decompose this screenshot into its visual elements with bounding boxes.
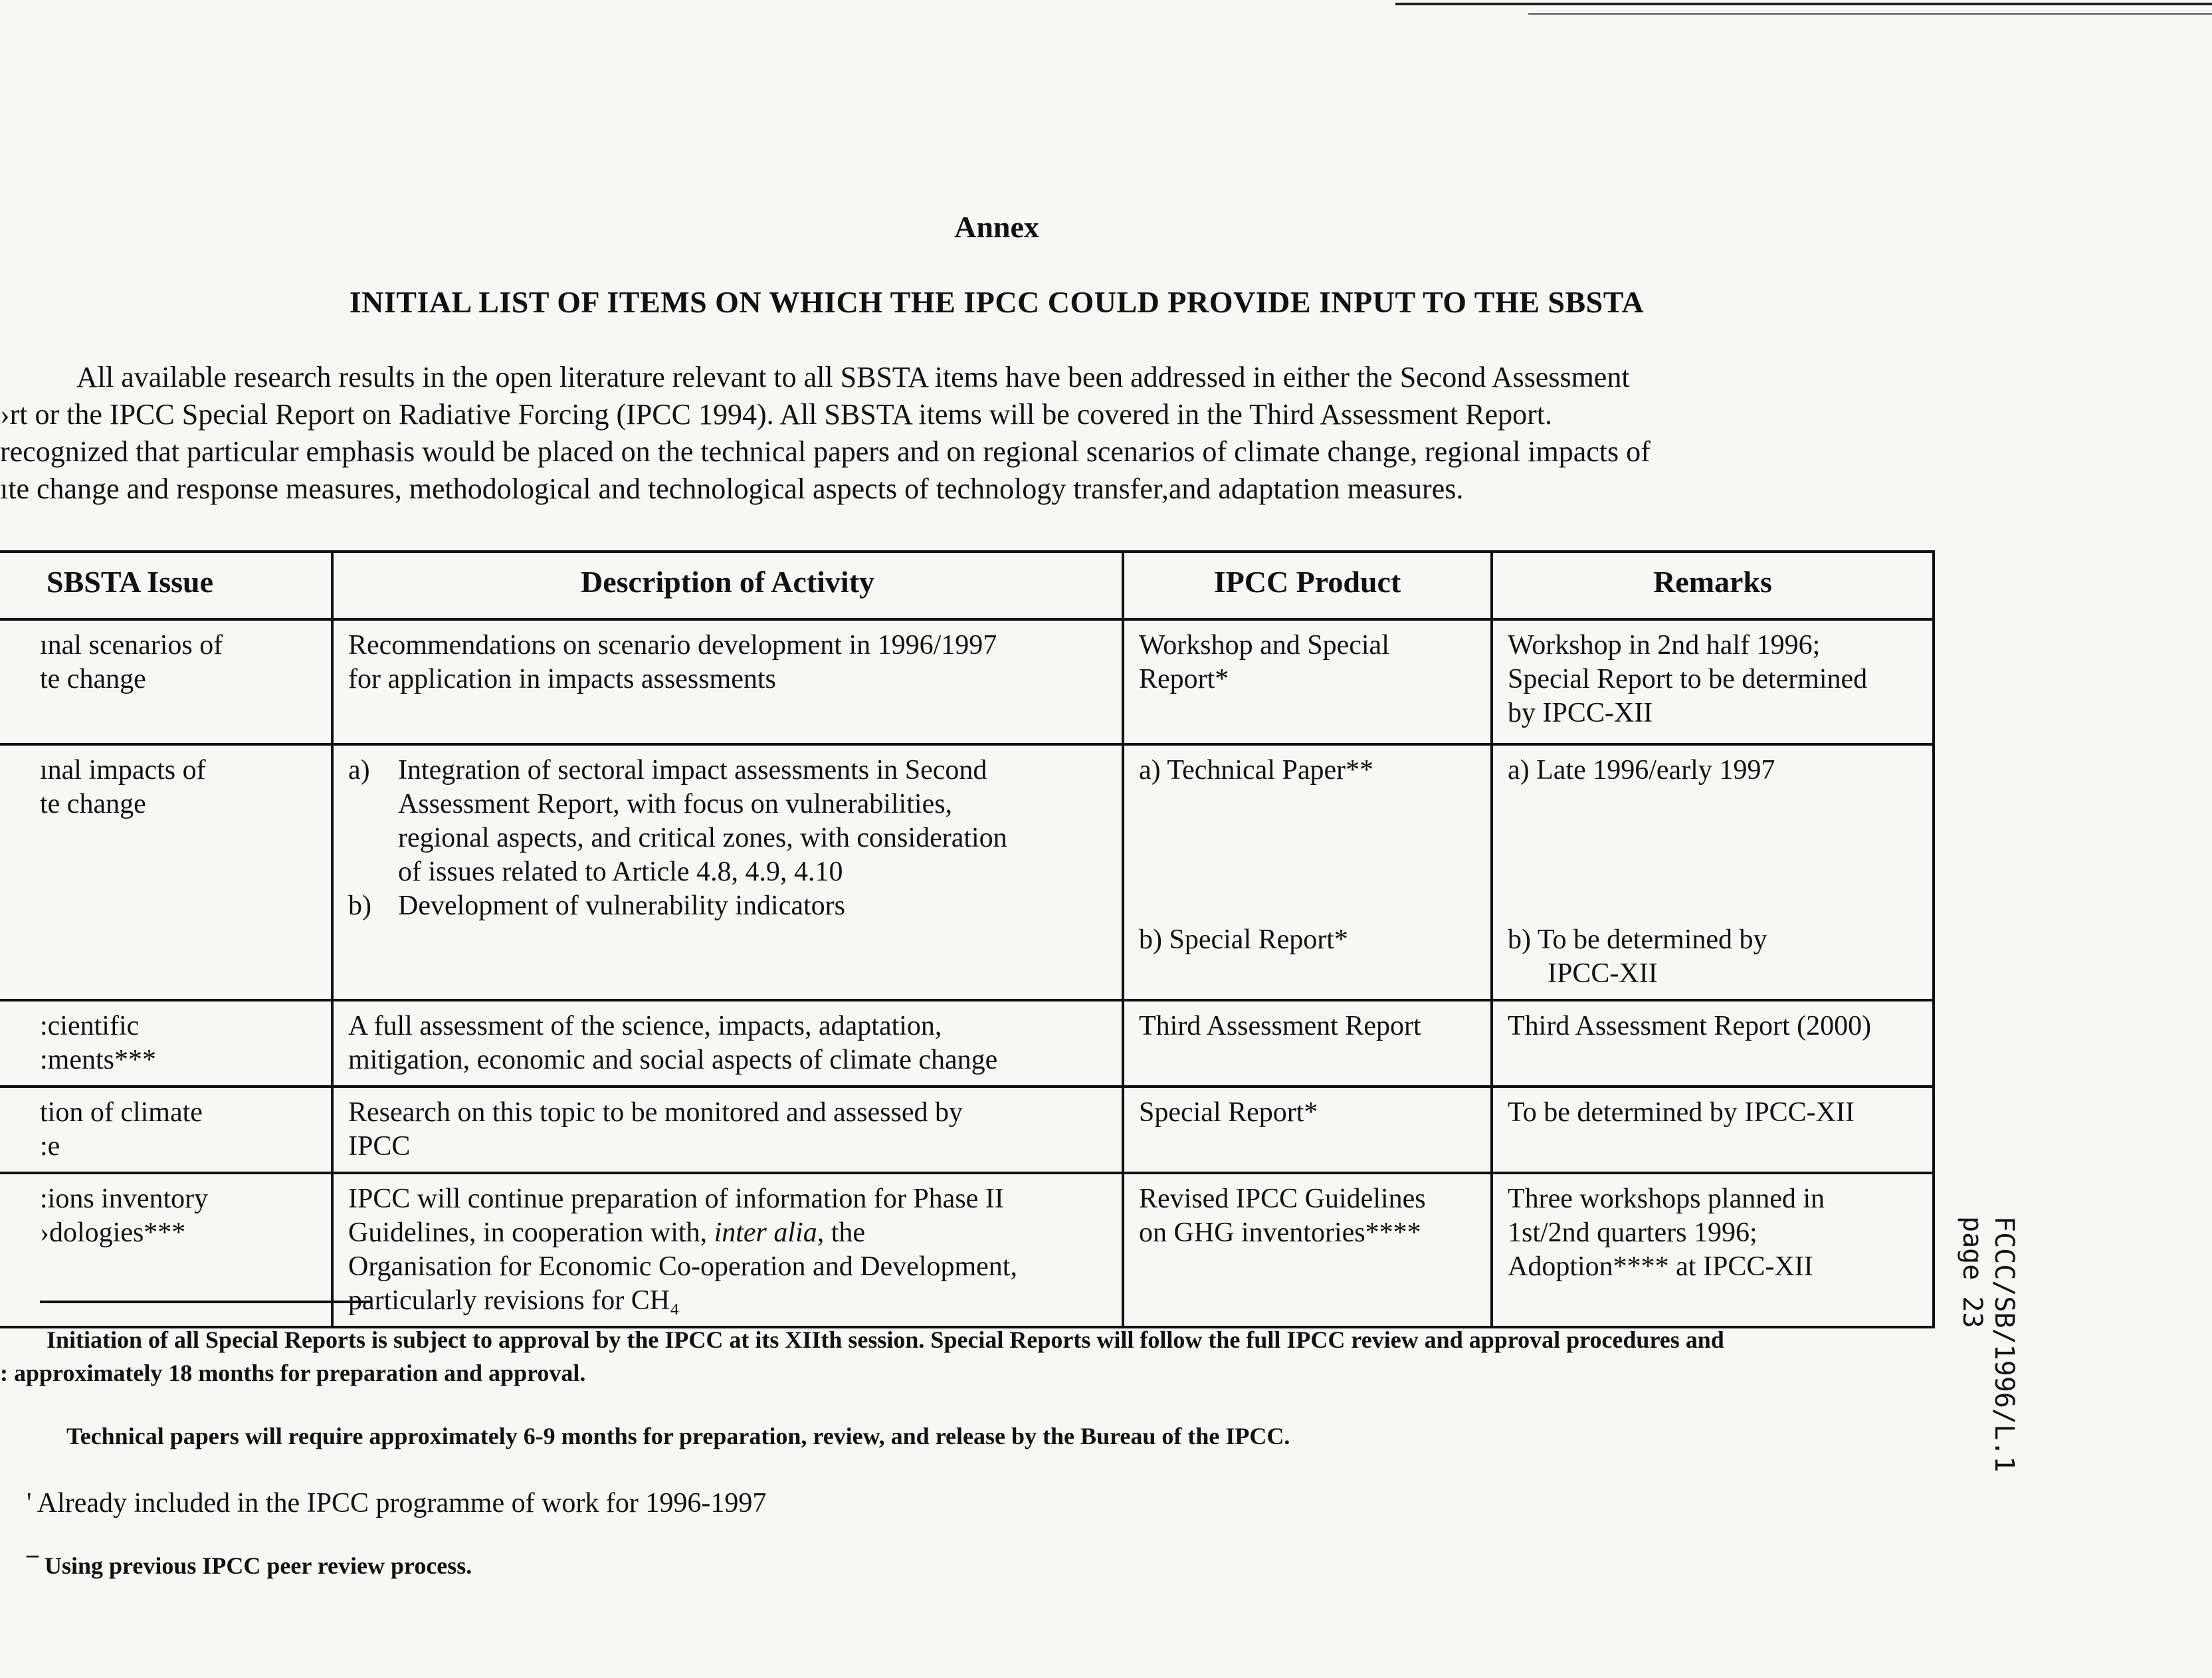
table-row [0, 744, 1934, 1000]
top-edge-line [1395, 3, 2212, 5]
document-reference [1956, 1216, 2020, 1472]
cell-description [332, 744, 1123, 1000]
column-header-description: Description of Activity [332, 552, 1123, 619]
cell-product: a) Technical Paper** b) Special Report* [1123, 744, 1492, 1000]
items-table [0, 550, 1935, 1328]
column-header-ipcc-product: IPCC Product [1123, 552, 1492, 619]
cell-product: Third Assessment Report [1123, 1000, 1492, 1087]
list-item: a) Integration of sectoral impact assessments in Second Assessment Report, with focus on vulnerabilities, regional aspects, and critical zones, with consideration of issues related to Article 4.8, 4.9, 4.10 [348, 755, 1007, 887]
cell-remarks: Workshop in 2nd half 1996; Special Report to be determined by IPCC-XII [1492, 619, 1934, 744]
intro-paragraph [0, 359, 2027, 508]
cell-remarks: To be determined by IPCC-XII [1492, 1087, 1934, 1173]
cell-product: Special Report* [1123, 1087, 1492, 1173]
list-item: b) Development of vulnerability indicators [348, 891, 845, 921]
column-header-remarks: Remarks [1492, 552, 1934, 619]
cell-product: Revised IPCC Guidelines on GHG inventories**** [1123, 1173, 1492, 1327]
intro-line: ıte change and response measures, methodological and technological aspects of technology transfer,and adaptation measures. [0, 472, 1464, 505]
cell-description: Research on this topic to be monitored and assessed by IPCC [332, 1087, 1123, 1173]
footnote-1-line-1: Initiation of all Special Reports is subject to approval by the IPCC at its XIIth session. Special Reports will follow the full IPCC review and approval procedures and [47, 1326, 1724, 1353]
footnote-divider [40, 1301, 372, 1303]
intro-line: ›rt or the IPCC Special Report on Radiative Forcing (IPCC 1994). All SBSTA items will be covered in the Third Assessment Report. [0, 398, 1552, 431]
intro-line: All available research results in the open literature relevant to all SBSTA items have been addressed in either the Second Assessment [76, 361, 1630, 393]
cell-remarks: Three workshops planned in 1st/2nd quarters 1996; Adoption**** at IPCC-XII [1492, 1173, 1934, 1327]
page-title: INITIAL LIST OF ITEMS ON WHICH THE IPCC COULD PROVIDE INPUT TO THE SBSTA [349, 285, 1645, 319]
document-id: FCCC/SB/1996/L.1 [1989, 1216, 2019, 1473]
cell-remarks: Third Assessment Report (2000) [1492, 1000, 1934, 1087]
footnote-1-line-2: : approximately 18 months for preparation and approval. [0, 1360, 586, 1386]
cell-issue: :ions inventory ›dologies*** [0, 1173, 332, 1327]
cell-product: Workshop and Special Report* [1123, 619, 1492, 744]
cell-description: IPCC will continue preparation of information for Phase II Guidelines, in cooperation with, inter alia, the Organisation for Economic Co-operation and Development, particularly revisions for CH₄ [332, 1173, 1123, 1327]
cell-issue: :cientific :ments*** [0, 1000, 332, 1087]
cell-description: Recommendations on scenario development in 1996/1997 for application in impacts assessments [332, 619, 1123, 744]
cell-remarks: a) Late 1996/early 1997 b) To be determined by IPCC-XII [1492, 744, 1934, 1000]
annex-heading: Annex [954, 210, 1039, 244]
footnote-2: Technical papers will require approximately 6-9 months for preparation, review, and release by the Bureau of the IPCC. [66, 1423, 1290, 1449]
page-number: page 23 [1957, 1216, 1987, 1328]
column-header-sbsta-issue: SBSTA Issue [0, 552, 332, 619]
cell-issue: tion of climate :e [0, 1087, 332, 1173]
cell-issue: ınal impacts of te change [0, 744, 332, 1000]
intro-line: recognized that particular emphasis would be placed on the technical papers and on regional scenarios of climate change, regional impacts of [0, 435, 1651, 468]
table-row [0, 1173, 1934, 1327]
top-edge-line-secondary [1528, 13, 2212, 15]
table-row [0, 619, 1934, 744]
table-header-row [0, 552, 1934, 619]
cell-issue: ınal scenarios of te change [0, 619, 332, 744]
footnote-3: ' Already included in the IPCC programme of work for 1996-1997 [27, 1488, 767, 1519]
table-row [0, 1000, 1934, 1087]
footnote-4: ¯ Using previous IPCC peer review process. [27, 1552, 472, 1579]
table-row [0, 1087, 1934, 1173]
cell-description: A full assessment of the science, impacts, adaptation, mitigation, economic and social aspects of climate change [332, 1000, 1123, 1087]
